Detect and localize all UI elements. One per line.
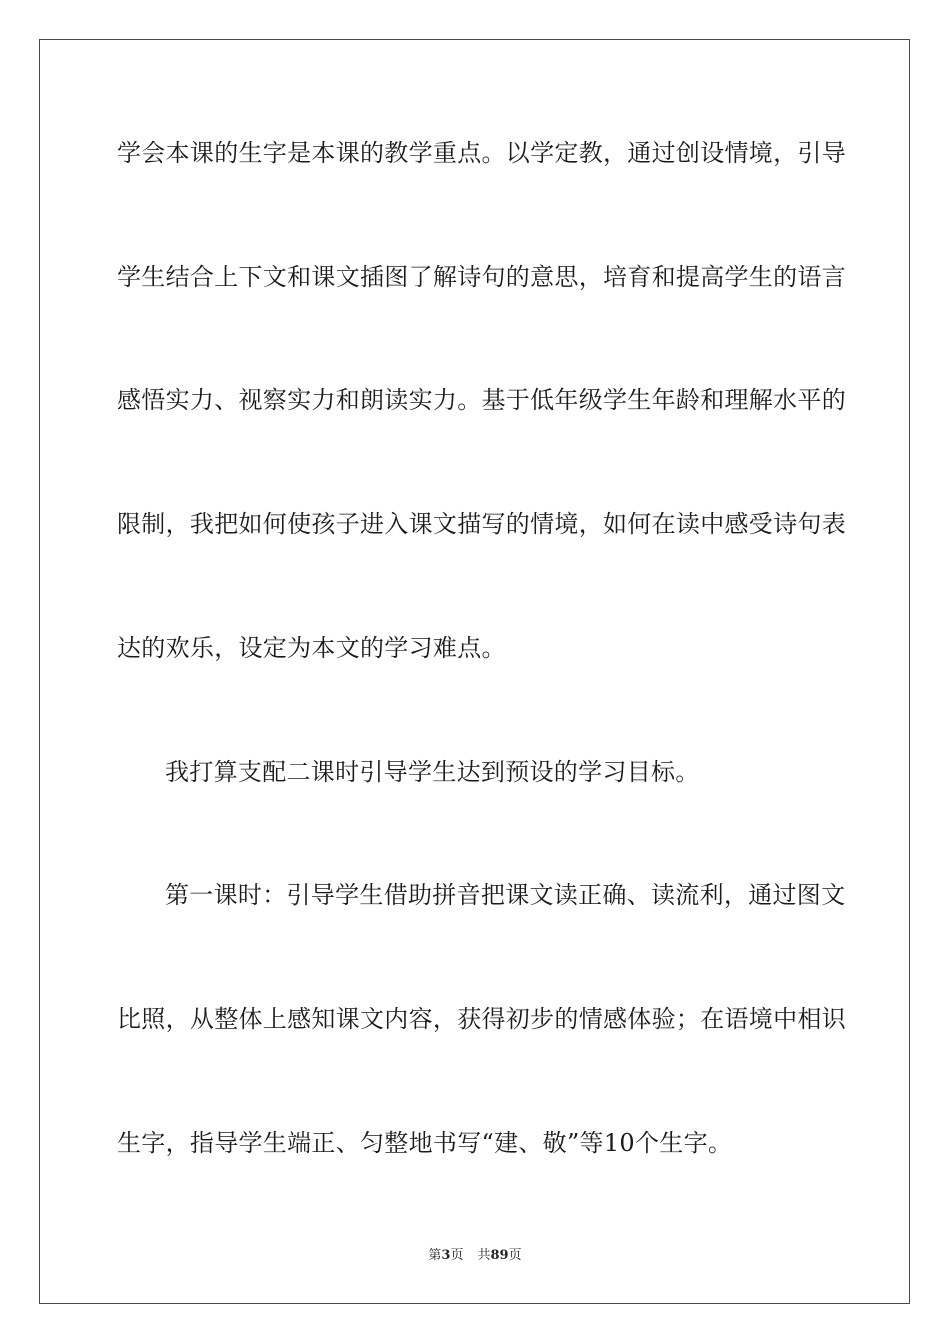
page-footer [0,1248,950,1264]
text-line-5: 达的欢乐，设定为本文的学习难点。 [117,634,506,662]
text-line-8: 比照，从整体上感知课文内容，获得初步的情感体验；在语境中相识 [117,1005,846,1033]
text-line-4: 限制，我把如何使孩子进入课文描写的情境，如何在读中感受诗句表 [117,510,846,538]
page-border [39,39,910,1304]
page-prefix: 第 [428,1248,442,1263]
text-line-9: 生字，指导学生端正、匀整地书写“建、敬”等10个生字。 [117,1129,733,1157]
total-suffix: 页 [508,1248,522,1263]
text-line-2: 学生结合上下文和课文插图了解诗句的意思，培育和提高学生的语言 [117,263,846,291]
text-line-1: 学会本课的生字是本课的教学重点。以学定教，通过创设情境，引导 [117,139,846,167]
text-line-7: 第一课时：引导学生借助拼音把课文读正确、读流利，通过图文 [165,881,846,909]
total-pages: 89 [490,1248,509,1263]
page-number: 3 [441,1248,451,1263]
text-line-6: 我打算支配二课时引导学生达到预设的学习目标。 [165,758,700,786]
page-suffix: 页 [450,1248,464,1263]
text-line-3: 感悟实力、视察实力和朗读实力。基于低年级学生年龄和理解水平的 [117,386,846,414]
total-prefix: 共 [477,1248,491,1263]
